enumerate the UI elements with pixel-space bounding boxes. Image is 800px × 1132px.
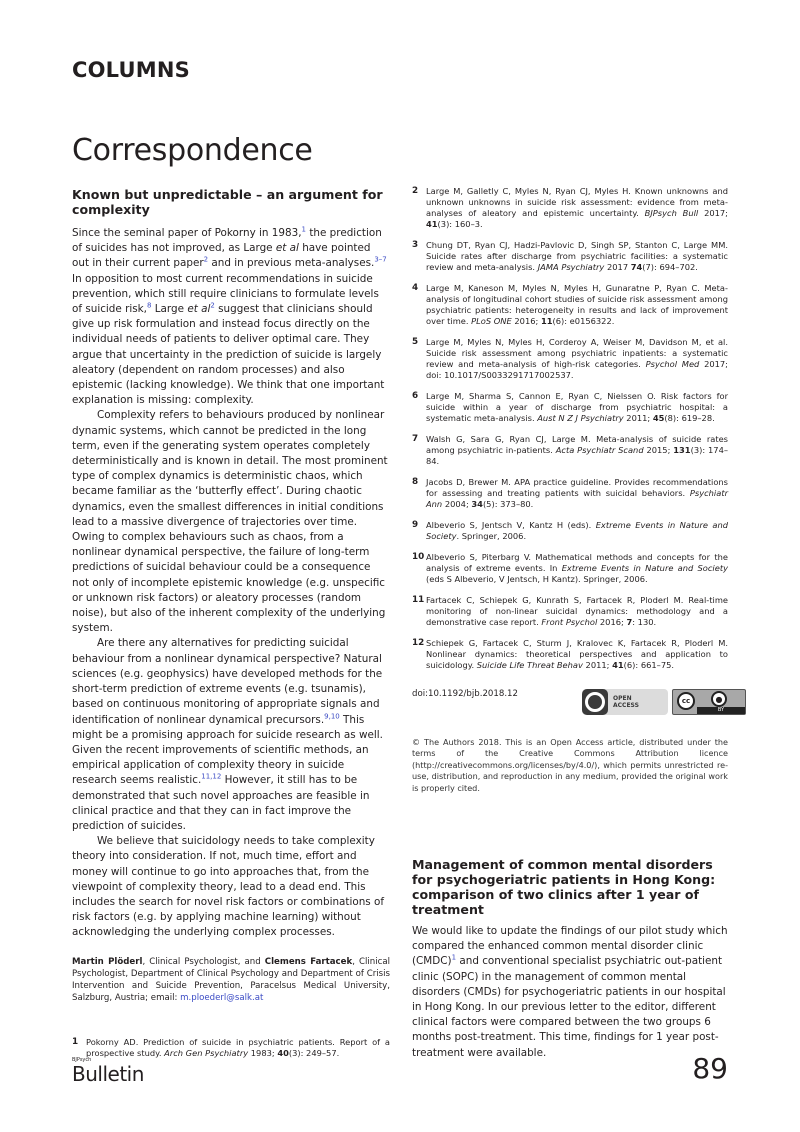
bold-text: 40: [277, 1048, 289, 1059]
reference-list: [412, 186, 728, 671]
journal-logo-small: BJPsych: [72, 1057, 92, 1063]
by-label: BY: [697, 707, 745, 714]
article-title: Management of common mental disorders for psychogeriatric patients in Hong Kong: comparison of two clinics after 1 year of treatment: [412, 857, 716, 918]
reference-text: Large M, Myles N, Myles H, Corderoy A, Weiser M, Davidson M, et al. Suicide risk assessment among psychiatric inpatients: a systematic review and meta-analysis of high-risk categories. Psychol Med 2017; doi: 10.1017/S0033291717002537.: [426, 337, 728, 380]
paragraph: Complexity refers to behaviours produced by nonlinear dynamic systems, which cannot be predicted in the long term, even if the generating system operates completely deterministically and is known in detail. The most prominent type of complex dynamics is deterministic chaos, which became familiar as the ‘butterfly effect’. During chaotic dynamics, even the smallest differences in initial conditions lead to a massive divergence of trajectories over time. Owing to complex behaviours such as chaos, from a nonlinear dynamical perspective, the failure of long-term predictions of suicidal behaviour could be a consequence not only of incomplete epistemic knowledge (e.g. unspecific or unknown risk factors) or aleatory processes (random noise), but also of the inherent complexity of the underlying system.: [72, 409, 388, 635]
reference-text: Pokorny AD. Prediction of suicide in psychiatric patients. Report of a prospective study. Arch Gen Psychiatry 1983; 40(3): 249–57.: [86, 1037, 390, 1059]
italic-text: Psychiatr Ann: [426, 488, 728, 509]
open-access-badge[interactable]: [582, 689, 668, 715]
creative-commons-icon: cc: [677, 692, 695, 710]
article-title: Known but unpredictable – an argument for complexity: [72, 187, 383, 217]
bold-text: 41: [612, 660, 624, 670]
reference-number: 5: [412, 337, 419, 347]
italic-text: Aust N Z J Psychiatry: [537, 413, 624, 423]
reference-item: [412, 552, 728, 585]
citation-link[interactable]: 8: [147, 301, 152, 310]
reference-item: [412, 186, 728, 230]
article-body: [412, 924, 728, 1061]
citation-link[interactable]: 9,10: [324, 712, 340, 721]
attribution-person-icon: ●: [711, 691, 727, 707]
affiliation-text: , Clinical Psychologist, Department of Clinical Psychology and Department of Crisis Intervention and Suicide Prevention, Paracelsus Medical University, Salzburg, Austria; email:: [72, 956, 390, 1004]
citation-link[interactable]: 2: [203, 255, 209, 264]
reference-number: 8: [412, 477, 419, 487]
reference-text: Chung DT, Ryan CJ, Hadzi-Pavlovic D, Singh SP, Stanton C, Large MM. Suicide rates after discharge from psychiatric facilities: a systematic review and meta-analysis. JAMA Psychiatry 2017 74(7): 694–702.: [426, 240, 728, 272]
bold-text: 7: [626, 617, 633, 627]
citation-link[interactable]: 1: [451, 953, 457, 962]
journal-logo-main: Bulletin: [72, 1062, 144, 1086]
author-name: Martin Plöderl: [72, 956, 143, 967]
section-label: COLUMNS: [72, 58, 190, 82]
doi-link[interactable]: doi:10.1192/bjb.2018.12: [412, 689, 518, 699]
license-badges: [582, 689, 746, 715]
bold-text: 45: [652, 413, 665, 423]
license-notice: © The Authors 2018. This is an Open Access article, distributed under the terms of the Creative Commons Attribution licence (http://creativecommons.org/licenses/by/4.0/), which permits unrestricted re-use, distribution, and reproduction in any medium, provided the original work is properly cited.: [412, 737, 728, 793]
italic-text: Front Psychol: [541, 617, 598, 627]
reference-text: Fartacek C, Schiepek G, Kunrath S, Fartacek R, Ploderl M. Real-time monitoring of non-linear suicidal dynamics: methodology and a demonstrative case report. Front Psychol 2016; 7: 130.: [426, 595, 728, 627]
paragraph: Are there any alternatives for predicting suicidal behaviour from a nonlinear dynamical perspective? Natural sciences (e.g. geophysics) have developed methods for the short-term prediction of extreme events (e.g. tsunamis), based on continuous monitoring of appropriate signals and identification of nonlinear dynamical precursors.$^{9,10}$ This might be a promising approach for suicide research as well. Given the recent improvements of scientific methods, an empirical application of complexity theory in suicide research seems realistic.$^{11,12}$ However, it still has to be demonstrated that such novel approaches are feasible in clinical practice and that they can in fact improve the prediction of suicides.: [72, 637, 383, 832]
reference-text: Jacobs D, Brewer M. APA practice guideline. Provides recommendations for assessing and treating patients with suicidal behaviors. Psychiatr Ann 2004; 34(5): 373–80.: [426, 477, 728, 509]
reference-item: [412, 595, 728, 628]
citation-link[interactable]: 11,12: [201, 772, 222, 781]
italic-text: Psychol Med: [645, 359, 700, 369]
author-role: , Clinical Psychologist, and: [142, 956, 265, 967]
bold-text: 11: [540, 316, 553, 326]
bold-text: 131: [673, 445, 691, 455]
article-body: [72, 226, 390, 941]
reference-number: 4: [412, 283, 419, 293]
citation-link[interactable]: 2: [210, 301, 215, 310]
italic-text: Suicide Life Threat Behav: [476, 660, 583, 670]
reference-number: 9: [412, 520, 419, 530]
email-link[interactable]: m.ploederl@salk.at: [180, 993, 264, 1004]
open-access-label: OPEN: [613, 695, 632, 702]
reference-number: 1: [72, 1037, 79, 1048]
italic-text: Extreme Events in Nature and Society: [561, 563, 729, 573]
page-title: Correspondence: [72, 133, 313, 168]
reference-text: Schiepek G, Fartacek C, Sturm J, Kralovec K, Fartacek R, Ploderl M. Nonlinear dynamics: theoretical perspectives and application to suicidology. Suicide Life Threat Behav 2011; 41(6): 661–75.: [426, 638, 728, 670]
reference-item: [412, 337, 728, 381]
reference-text: Large M, Sharma S, Cannon E, Ryan C, Nielssen O. Risk factors for suicide within a year of discharge from psychiatric hospital: a systematic meta-analysis. Aust N Z J Psychiatry 2011; 45(8): 619–28.: [426, 391, 728, 423]
italic-text: et al: [187, 303, 211, 316]
reference-item: [412, 520, 728, 542]
right-column: [412, 186, 728, 1061]
paragraph: We would like to update the findings of our pilot study which compared the enhanced common mental disorder clinic (CMDC)$^1$ and conventional specialist psychiatric out-patient clinic (SOPC) in the management of common mental disorders (CMDs) for psychogeriatric patients in our hospital in Hong Kong. In our previous letter to the editor, different clinical factors were compared between the two groups 6 months post-treatment. This time, findings for 1 year post-treatment were available.: [412, 925, 728, 1059]
reference-number: 12: [412, 638, 425, 648]
doi-row: [412, 689, 728, 721]
bold-text: 41: [426, 219, 438, 229]
cc-by-badge[interactable]: [672, 689, 746, 715]
reference-item: [412, 638, 728, 671]
reference-text: Large M, Kaneson M, Myles N, Myles H, Gunaratne P, Ryan C. Meta-analysis of longitudinal cohort studies of suicide risk assessment among psychiatric patients: heterogeneity in results and lack of improvement over time. PLoS ONE 2016; 11(6): e0156322.: [426, 283, 728, 326]
reference-number: 11: [412, 595, 425, 605]
reference-number: 2: [412, 186, 419, 196]
reference-number: 10: [412, 552, 425, 562]
reference-item: [412, 240, 728, 273]
reference-text: Albeverio S, Jentsch V, Kantz H (eds). Extreme Events in Nature and Society. Springer, 2006.: [426, 520, 728, 541]
reference-item: [412, 283, 728, 327]
italic-text: JAMA Psychiatry: [537, 262, 605, 272]
reference-text: Large M, Galletly C, Myles N, Ryan CJ, Myles H. Known unknowns and unknown unknowns in suicide risk assessment: evidence from meta-analyses of aleatory and epistemic uncertainty. BJPsych Bull 2017; 41(3): 160–3.: [426, 186, 728, 229]
reference-item: [412, 391, 728, 424]
citation-link[interactable]: 1: [301, 225, 307, 234]
reference-item: [412, 434, 728, 467]
italic-text: Acta Psychiatr Scand: [555, 445, 644, 455]
italic-text: PLoS ONE: [471, 316, 512, 326]
bold-text: 34: [471, 499, 483, 509]
left-column: [72, 187, 390, 1069]
page-number: 89: [692, 1052, 728, 1085]
reference-item: [412, 477, 728, 510]
article-2: [412, 857, 728, 1061]
open-access-icon: [582, 689, 608, 715]
paragraph: We believe that suicidology needs to take complexity theory into consideration. If not, much time, effort and money will continue to go into approaches that, from the viewpoint of complexity theory, lead to a dead end. This includes the search for novel risk factors or combinations of risk factors (e.g. by applying machine learning) without acknowledging the underlying complex processes.: [72, 835, 385, 939]
italic-text: Extreme Events in Nature and Society: [426, 520, 728, 541]
reference-text: Albeverio S, Piterbarg V. Mathematical methods and concepts for the analysis of extreme events. In Extreme Events in Nature and Society (eds S Albeverio, V Jentsch, H Kantz). Springer, 2006.: [426, 552, 729, 584]
open-access-label: ACCESS: [613, 702, 639, 709]
author-name: Clemens Fartacek: [264, 956, 353, 967]
italic-text: et al: [275, 242, 299, 255]
italic-text: Arch Gen Psychiatry: [164, 1048, 249, 1059]
reference-text: Walsh G, Sara G, Ryan CJ, Large M. Meta-analysis of suicide rates among psychiatric in-patients. Acta Psychiatr Scand 2015; 131(3): 174–84.: [426, 434, 729, 466]
reference-number: 7: [412, 434, 419, 444]
journal-logo: [72, 1057, 144, 1085]
italic-text: BJPsych Bull: [644, 208, 699, 218]
author-affiliation: [72, 956, 390, 1005]
bold-text: 74: [630, 262, 643, 272]
reference-number: 3: [412, 240, 419, 250]
citation-link[interactable]: 3–7: [374, 255, 387, 264]
paragraph: Since the seminal paper of Pokorny in 1983,$^1$ the prediction of suicides has not improved, as Large et al have pointed out in their current paper$^2$ and in previous meta-analyses.$^{3-7}$ In opposition to most current recommendations in suicide prevention, which still require clinicians to formulate levels of suicide risk,$^8$ Large et al$^2$ suggest that clinicians should give up risk formulation and instead focus directly on the individual needs of patients to deliver optimal care. They argue that uncertainty in the prediction of suicide is largely aleatory (dependent on random processes) and also epistemic (lacking knowledge). We think that one important explanation is missing: complexity.: [72, 225, 387, 407]
reference-number: 6: [412, 391, 419, 401]
